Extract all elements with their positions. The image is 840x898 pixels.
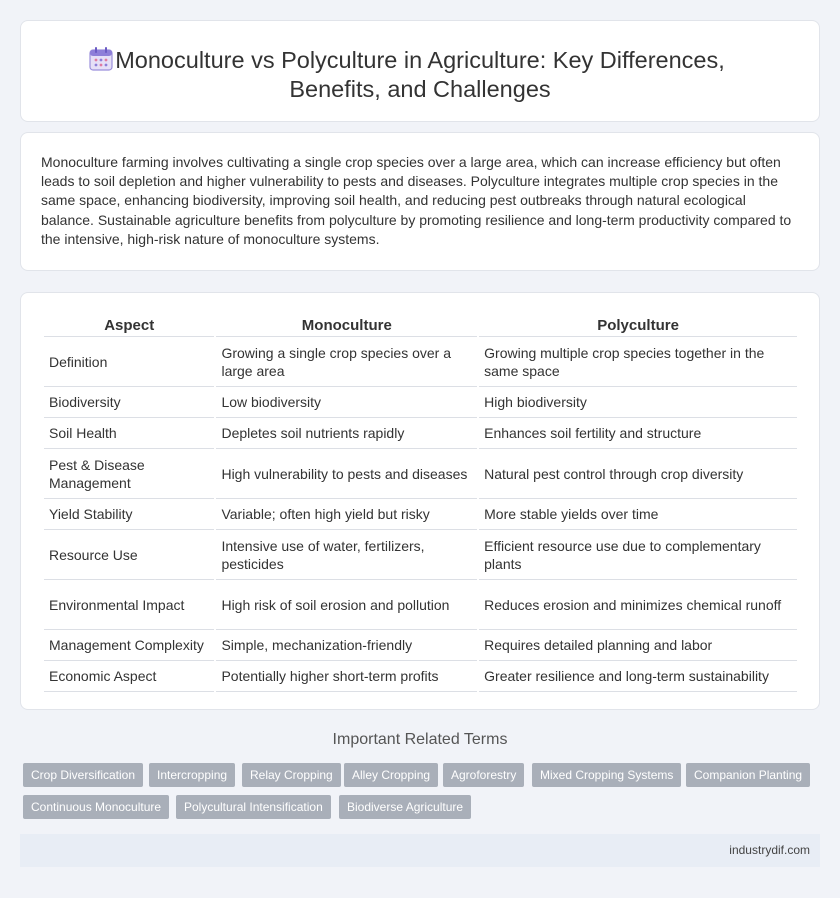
- intro-card: [20, 132, 820, 271]
- table-row: [44, 630, 797, 661]
- table-row: [44, 418, 797, 449]
- row-aspect: Yield Stability: [44, 499, 214, 530]
- row-polyculture: Requires detailed planning and labor: [479, 630, 797, 661]
- row-aspect: Definition: [44, 337, 214, 387]
- row-monoculture: Simple, mechanization-friendly: [216, 630, 477, 661]
- row-polyculture: Natural pest control through crop diversity: [479, 449, 797, 499]
- row-polyculture: Efficient resource use due to complementary plants: [479, 530, 797, 580]
- footer-site-link[interactable]: industrydif.com: [729, 843, 810, 857]
- tag-intercropping[interactable]: Intercropping: [149, 763, 235, 787]
- tag-crop-diversification[interactable]: Crop Diversification: [23, 763, 143, 787]
- row-monoculture: Potentially higher short-term profits: [216, 661, 477, 692]
- table-row: [44, 449, 797, 499]
- footer: [20, 834, 820, 867]
- title-card: [20, 20, 820, 122]
- table-row: [44, 530, 797, 580]
- tag-agroforestry[interactable]: Agroforestry: [443, 763, 524, 787]
- row-monoculture: High risk of soil erosion and pollution: [216, 580, 477, 630]
- tag-relay-cropping[interactable]: Relay Cropping: [242, 763, 341, 787]
- table-row: [44, 661, 797, 692]
- row-aspect: Soil Health: [44, 418, 214, 449]
- table-row: [44, 499, 797, 530]
- table-row: [44, 337, 797, 387]
- row-polyculture: Greater resilience and long-term sustainability: [479, 661, 797, 692]
- row-monoculture: Low biodiversity: [216, 387, 477, 418]
- row-polyculture: High biodiversity: [479, 387, 797, 418]
- row-monoculture: Variable; often high yield but risky: [216, 499, 477, 530]
- row-aspect: Biodiversity: [44, 387, 214, 418]
- header-polyculture: Polyculture: [479, 315, 797, 337]
- comparison-card: [20, 292, 820, 710]
- row-aspect: Economic Aspect: [44, 661, 214, 692]
- row-polyculture: More stable yields over time: [479, 499, 797, 530]
- tag-companion-planting[interactable]: Companion Planting: [686, 763, 810, 787]
- table-row: [44, 580, 797, 630]
- page-title-line2: Benefits, and Challenges: [289, 76, 551, 102]
- row-polyculture: Enhances soil fertility and structure: [479, 418, 797, 449]
- header-monoculture: Monoculture: [216, 315, 477, 337]
- row-monoculture: Depletes soil nutrients rapidly: [216, 418, 477, 449]
- row-monoculture: Growing a single crop species over a large area: [216, 337, 477, 387]
- header-aspect: Aspect: [44, 315, 214, 337]
- tag-continuous-monoculture[interactable]: Continuous Monoculture: [23, 795, 169, 819]
- related-terms-heading: Important Related Terms: [332, 731, 508, 748]
- row-aspect: Pest & Disease Management: [44, 449, 214, 499]
- row-aspect: Management Complexity: [44, 630, 214, 661]
- page-title-line1: Monoculture vs Polyculture in Agriculture: Key Differences,: [115, 47, 725, 73]
- table-header-row: [44, 315, 797, 337]
- row-aspect: Environmental Impact: [44, 580, 214, 630]
- row-monoculture: High vulnerability to pests and diseases: [216, 449, 477, 499]
- comparison-table: [42, 315, 799, 692]
- tag-polycultural-intensification[interactable]: Polycultural Intensification: [176, 795, 331, 819]
- row-aspect: Resource Use: [44, 530, 214, 580]
- row-monoculture: Intensive use of water, fertilizers, pesticides: [216, 530, 477, 580]
- tag-alley-cropping[interactable]: Alley Cropping: [344, 763, 438, 787]
- table-row: [44, 387, 797, 418]
- tag-mixed-cropping-systems[interactable]: Mixed Cropping Systems: [532, 763, 681, 787]
- page-title: [21, 46, 819, 104]
- row-polyculture: Growing multiple crop species together in the same space: [479, 337, 797, 387]
- row-polyculture: Reduces erosion and minimizes chemical runoff: [479, 580, 797, 630]
- tag-biodiverse-agriculture[interactable]: Biodiverse Agriculture: [339, 795, 471, 819]
- intro-paragraph: Monoculture farming involves cultivating a single crop species over a large area, which can increase efficiency but often leads to soil depletion and higher vulnerability to pests and diseases. Polyculture integrates multiple crop species in the same space, enhancing biodiversity, improving soil health, and reducing pest outbreaks through natural ecological balance. Sustainable agriculture benefits from polyculture by promoting resilience and long-term productivity compared to the intensive, high-risk nature of monoculture systems.: [41, 154, 792, 247]
